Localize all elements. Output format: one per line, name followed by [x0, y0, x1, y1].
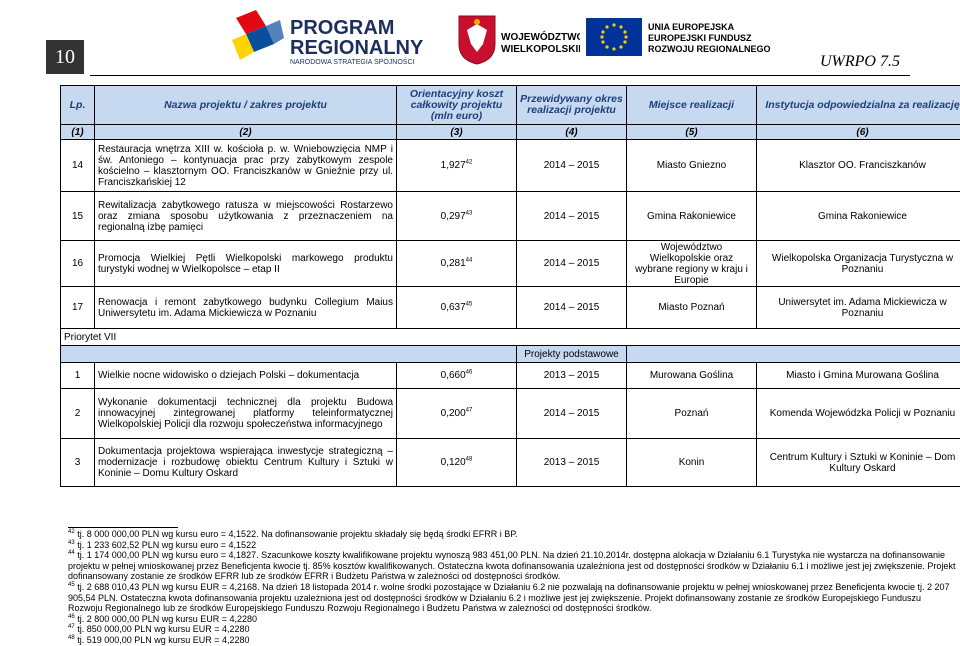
- subheading-spacer: [627, 346, 960, 363]
- footnote: $^{45}$ tj. 2 688 010,43 PLN wg kursu EUR = 4,2168. Na dzień 18 listopada 2014 r. wolne środki pozostające w Działaniu 6.2 nie pozwalają na dofinansowanie projektu w pełnej wnioskowanej przez Beneficjenta kwocie tj. 2 207 905,54 PLN. Ostateczna kwota dofinansowania projektu uzależniona jest od dostępności środków w Działaniu 6.2 i możliwe jest jej zwiększenie. Projekt dofinansowany zostanie ze środków Europejskiego Funduszu Rozwoju Regionalnego lub ze środków Europejskiego Funduszu Rozwoju Regionalnego i Budżetu Państwa w zależności od dostępności środków.: [68, 582, 956, 614]
- footnote-ref: 47: [466, 408, 473, 414]
- row-place: Miasto Poznań: [627, 287, 757, 329]
- logo-region-line2: WIELKOPOLSKIE: [501, 44, 580, 55]
- header-institution: Instytucja odpowiedzialna za realizację: [757, 86, 960, 125]
- row-place: Murowana Goślina: [627, 363, 757, 389]
- header-name: Nazwa projektu / zakres projektu: [95, 86, 397, 125]
- row-period: 2014 – 2015: [517, 389, 627, 439]
- row-project-name: Restauracja wnętrza XIII w. kościoła p. w. Wniebowzięcia NMP i św. Antoniego – kontynuacja prac przy zabytkowym zespole kościelno – klasztornym OO. Franciszkanów w Gnieźnie przy ul. Franciszkańskiej 12: [95, 140, 397, 192]
- col-number: (2): [95, 125, 397, 140]
- row-project-name: Renowacja i remont zabytkowego budynku Collegium Maius Uniwersytetu im. Adama Mickiewicza w Poznaniu: [95, 287, 397, 329]
- subheading-row: [61, 346, 960, 363]
- row-lp: 1: [61, 363, 95, 389]
- subheading-label: Projekty podstawowe: [517, 346, 627, 363]
- row-project-name: Wielkie nocne widowisko o dziejach Polski – dokumentacja: [95, 363, 397, 389]
- logo-region-line1: WOJEWÓDZTWO: [501, 30, 580, 43]
- col-number: (5): [627, 125, 757, 140]
- header-cost: Orientacyjny koszt całkowity projektu (mln euro): [397, 86, 517, 125]
- subheading-spacer: [61, 346, 517, 363]
- eu-flag-logo: [586, 14, 771, 60]
- footnote: $^{44}$ tj. 1 174 000,00 PLN wg kursu euro = 4,1827. Szacunkowe koszty kwalifikowane projektu wynoszą 983 451,00 PLN. Na dzień 21.10.2014r. dostępna alokacja w Działaniu 6.1 Turystyka nie wystarcza na dofinansowanie projektu w pełnej wnioskowanej przez Beneficjenta kwocie tj. 85% kosztów kwalifikowanych. Ostateczna kwota dofinansowania uzależniona jest od dostępności środków w Działaniu 6.1 i możliwe jest jej zwiększenie. Projekt dofinansowany zostanie ze środków EFRR lub ze środków EFRR i Budżetu Państwa w zależności od dostępności środków.: [68, 550, 956, 582]
- row-lp: 2: [61, 389, 95, 439]
- column-numbers-row: [61, 125, 960, 140]
- row-project-name: Promocja Wielkiej Pętli Wielkopolski markowego produktu turystyki wodnej w Wielkopolsce – etap II: [95, 241, 397, 287]
- row-institution: Wielkopolska Organizacja Turystyczna w Poznaniu: [757, 241, 960, 287]
- row-cost: 0,281$^{44}$: [397, 241, 517, 287]
- footnote: $^{42}$ tj. 8 000 000,00 PLN wg kursu euro = 4,1522. Na dofinansowanie projektu składały się będą środki EFRR i BP.: [68, 529, 956, 540]
- footnote: $^{47}$ tj. 850 000,00 PLN wg kursu EUR = 4,2280: [68, 624, 956, 635]
- document-code: UWRPO 7.5: [820, 53, 900, 71]
- logo-program-line3: NARODOWA STRATEGIA SPÓJNOŚCI: [290, 57, 415, 66]
- header-place: Miejsce realizacji: [627, 86, 757, 125]
- table-row: [61, 439, 960, 487]
- footnote-ref: 45: [466, 302, 473, 308]
- col-number: (4): [517, 125, 627, 140]
- table-row: [61, 140, 960, 192]
- row-period: 2014 – 2015: [517, 241, 627, 287]
- row-place: Województwo Wielkopolskie oraz wybrane regiony w kraju i Europie: [627, 241, 757, 287]
- header-divider: [90, 75, 910, 76]
- header-lp: Lp.: [61, 86, 95, 125]
- col-number: (1): [61, 125, 95, 140]
- table-row: [61, 363, 960, 389]
- col-number: (6): [757, 125, 960, 140]
- header-period: Przewidywany okres realizacji projektu: [517, 86, 627, 125]
- row-project-name: Dokumentacja projektowa wspierająca inwestycje strategiczną – modernizacje i rozbudowę obiektu Centrum Kultury i Sztuki w Koninie – Domu Kultury Oskard: [95, 439, 397, 487]
- footnote-ref: 43: [466, 210, 473, 216]
- row-lp: 14: [61, 140, 95, 192]
- projects-table: [60, 85, 960, 487]
- footnote-ref: 44: [466, 258, 473, 264]
- footnote-ref: 46: [466, 370, 473, 376]
- row-cost: 0,637$^{45}$: [397, 287, 517, 329]
- row-period: 2014 – 2015: [517, 192, 627, 241]
- row-period: 2013 – 2015: [517, 363, 627, 389]
- table-row: [61, 192, 960, 241]
- logo-eu-line2: EUROPEJSKI FUNDUSZ: [648, 33, 752, 43]
- row-lp: 16: [61, 241, 95, 287]
- row-place: Poznań: [627, 389, 757, 439]
- footnote: $^{46}$ tj. 2 800 000,00 PLN wg kursu EUR = 4,2280: [68, 614, 956, 625]
- row-project-name: Rewitalizacja zabytkowego ratusza w miejscowości Rostarzewo oraz zmiana sposobu użytkowania z przeznaczeniem na regionalną izbę pamięci: [95, 192, 397, 241]
- priority-row: [61, 329, 960, 346]
- logo-eu-line1: UNIA EUROPEJSKA: [648, 22, 735, 32]
- footnote-divider: [68, 527, 178, 528]
- table-row: [61, 287, 960, 329]
- row-place: Miasto Gniezno: [627, 140, 757, 192]
- row-place: Konin: [627, 439, 757, 487]
- logo-program-line2: REGIONALNY: [290, 37, 424, 59]
- row-cost: 0,297$^{43}$: [397, 192, 517, 241]
- row-lp: 17: [61, 287, 95, 329]
- footnote-ref: 48: [466, 457, 473, 463]
- table-row: [61, 389, 960, 439]
- page-number: 10: [46, 40, 84, 74]
- row-institution: Gmina Rakoniewice: [757, 192, 960, 241]
- row-cost: 0,120$^{48}$: [397, 439, 517, 487]
- logo-eu-line3: ROZWOJU REGIONALNEGO: [648, 44, 771, 54]
- program-regionalny-logo: [226, 8, 451, 66]
- row-institution: Komenda Wojewódzka Policji w Poznaniu: [757, 389, 960, 439]
- priority-label: Priorytet VII: [61, 329, 960, 346]
- row-period: 2013 – 2015: [517, 439, 627, 487]
- row-lp: 3: [61, 439, 95, 487]
- row-institution: Uniwersytet im. Adama Mickiewicza w Poznaniu: [757, 287, 960, 329]
- row-cost: 0,660$^{46}$: [397, 363, 517, 389]
- col-number: (3): [397, 125, 517, 140]
- table-header-row: [61, 86, 960, 125]
- footnote: $^{43}$ tj. 1 233 602,52 PLN wg kursu euro = 4,1522: [68, 540, 956, 551]
- footnote: $^{48}$ tj. 519 000,00 PLN wg kursu EUR = 4,2280: [68, 635, 956, 646]
- row-institution: Klasztor OO. Franciszkanów: [757, 140, 960, 192]
- wielkopolskie-coat-of-arms-logo: [455, 14, 580, 66]
- row-cost: 1,927$^{42}$: [397, 140, 517, 192]
- row-lp: 15: [61, 192, 95, 241]
- row-project-name: Wykonanie dokumentacji technicznej dla projektu Budowa innowacyjnej zintegrowanej platformy teleinformatycznej Wielkopolskiej Policji dla rozwoju społeczeństwa informacyjnego: [95, 389, 397, 439]
- row-period: 2014 – 2015: [517, 287, 627, 329]
- row-cost: 0,200$^{47}$: [397, 389, 517, 439]
- footnote-ref: 42: [466, 160, 473, 166]
- table-row: [61, 241, 960, 287]
- footnotes: [68, 529, 956, 646]
- row-institution: Miasto i Gmina Murowana Goślina: [757, 363, 960, 389]
- row-place: Gmina Rakoniewice: [627, 192, 757, 241]
- row-institution: Centrum Kultury i Sztuki w Koninie – Dom Kultury Oskard: [757, 439, 960, 487]
- logo-program-line1: PROGRAM: [290, 17, 394, 39]
- row-period: 2014 – 2015: [517, 140, 627, 192]
